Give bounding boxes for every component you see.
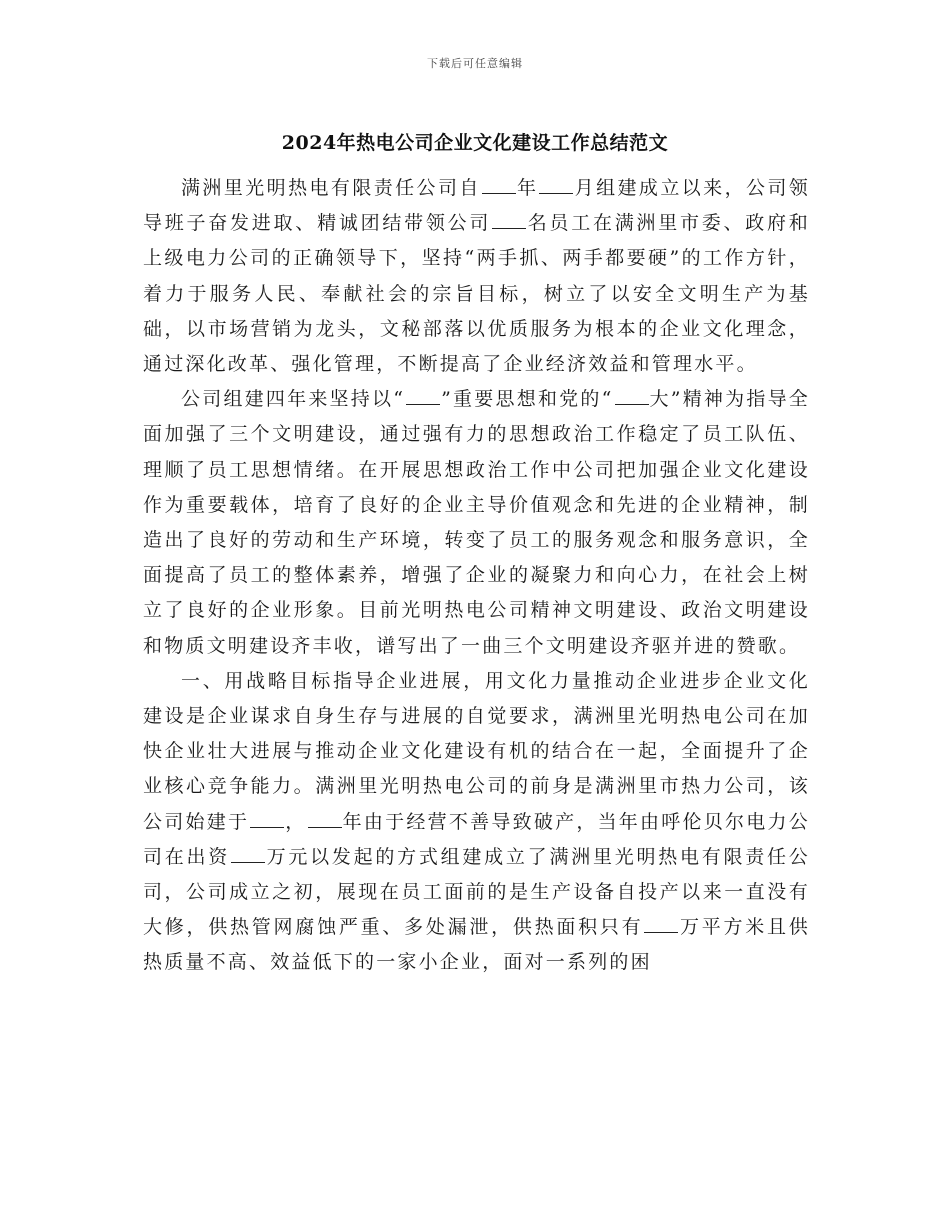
- paragraph: 一、用战略目标指导企业进展，用文化力量推动企业进步企业文化建设是企业谋求自身生存与进展的自觉要求，满洲里光明热电公司在加快企业壮大进展与推动企业文化建设有机的结合在一起，全面提升了企业核心竞争能力。满洲里光明热电公司的前身是满洲里市热力公司，该公司始建于 ， 年由于经营不善导致破产，当年由呼伦贝尔电力公司在出资 万元以发起的方式组建成立了满洲里光明热电有限责任公司，公司成立之初，展现在员工面前的是生产设备自投产以来一直没有大修，供热管网腐蚀严重、多处漏泄，供热面积只有 万平方米且供热质量不高、效益低下的一家小企业，面对一系列的困: [143, 669, 811, 974]
- blank-field: [615, 387, 649, 405]
- blank-field: [250, 810, 284, 828]
- blank-field: [406, 387, 440, 405]
- blank-field: [308, 810, 342, 828]
- paragraph: 公司组建四年来坚持以“ ”重要思想和党的“ 大”精神为指导全面加强了三个文明建设，通过强有力的思想政治工作稳定了员工队伍、理顺了员工思想情绪。在开展思想政治工作中公司把加强企业文化建设作为重要载体，培育了良好的企业主导价值观念和先进的企业精神，制造出了良好的劳动和生产环境，转变了员工的服务观念和服务意识，全面提高了员工的整体素养，增强了企业的凝聚力和向心力，在社会上树立了良好的企业形象。目前光明热电公司精神文明建设、政治文明建设和物质文明建设齐丰收，谱写出了一曲三个文明建设齐驱并进的赞歌。: [143, 388, 810, 657]
- document-body: [143, 171, 810, 981]
- document-title: 2024年热电公司企业文化建设工作总结范文: [281, 132, 669, 154]
- blank-field: [482, 176, 516, 194]
- blank-field: [492, 211, 526, 229]
- paragraph: 满洲里光明热电有限责任公司自 年 月组建成立以来，公司领导班子奋发进取、精诚团结带领公司 名员工在满洲里市委、政府和上级电力公司的正确领导下，坚持“两手抓、两手都要硬”的工作方针，着力于服务人民、奉献社会的宗旨目标，树立了以安全文明生产为基础，以市场营销为龙头，文秘部落以优质服务为根本的企业文化理念，通过深化改革、强化管理，不断提高了企业经济效益和管理水平。: [143, 177, 811, 376]
- header-note: 下载后可任意编辑: [427, 57, 523, 70]
- blank-field: [539, 176, 573, 194]
- blank-field: [231, 845, 265, 863]
- blank-field: [644, 915, 678, 933]
